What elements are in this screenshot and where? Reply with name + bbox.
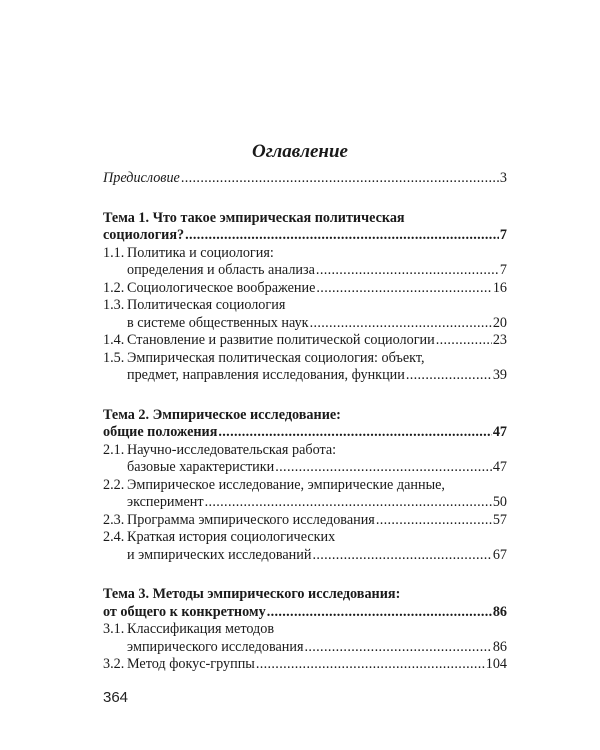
toc-title: Оглавление [252, 141, 348, 162]
toc-theme-title-line: Тема 3. Методы эмпирического исследования: [103, 586, 401, 602]
toc-entry-1-3 [103, 297, 507, 332]
toc-theme-title: общие положения [103, 424, 218, 440]
dot-leader [304, 639, 491, 657]
toc-entry-number: 2.3. [103, 511, 125, 528]
toc-entry-page: 104 [485, 656, 507, 672]
toc-entry-last-line [127, 512, 507, 530]
toc-entry-number: 3.2. [103, 656, 125, 672]
dot-leader [316, 280, 491, 298]
dot-leader [256, 656, 485, 674]
toc-theme-title-line: Тема 2. Эмпирическое исследование: [103, 406, 341, 423]
toc-entry-page: 86 [492, 638, 507, 655]
toc-entry-page: 16 [492, 279, 507, 296]
dot-leader [205, 494, 492, 512]
toc-entry-last-line [103, 227, 507, 245]
toc-entry-label-line: Классификация методов [127, 621, 275, 637]
toc-entry-page: 23 [492, 332, 507, 348]
dot-leader [316, 262, 499, 280]
toc-entry-number: 2.2. [103, 476, 125, 493]
toc-entry-label: Социологическое воображение [127, 279, 316, 296]
toc-entry-body [127, 656, 507, 674]
dot-leader [185, 227, 499, 245]
toc-entry-label: предмет, направления исследования, функции [127, 367, 405, 383]
toc-entry-label: Программа эмпирического исследования [127, 511, 375, 528]
toc-theme-3 [103, 586, 507, 621]
toc-entry-last-line [127, 315, 507, 333]
toc-entry-last-line [127, 547, 507, 565]
toc-entry-body [127, 245, 507, 280]
toc-entry-last-line [127, 262, 507, 280]
toc-entry-last-line [127, 656, 507, 674]
toc-entry-2-4 [103, 529, 507, 564]
toc-theme-1 [103, 210, 507, 245]
toc-entry-last-line [103, 424, 507, 442]
toc-entry-label-line: Научно-исследовательская работа: [127, 441, 337, 458]
toc-entry-number: 1.3. [103, 297, 125, 313]
toc-entry-number: 2.4. [103, 529, 125, 545]
toc-entry-label-line: Эмпирическое исследование, эмпирические данные, [127, 476, 445, 493]
toc-entry-page: 57 [492, 511, 507, 528]
toc-entry-page: 7 [499, 262, 507, 278]
dot-leader [310, 315, 492, 333]
toc-entry-page: 3 [499, 170, 507, 186]
toc-theme-2 [103, 407, 507, 442]
toc-entry-page: 39 [492, 367, 507, 383]
toc-entry-body [127, 280, 507, 298]
toc-entry-body [127, 442, 507, 477]
toc-entry-1-5 [103, 350, 507, 385]
toc-entry-body [127, 297, 507, 332]
toc-entry-last-line [103, 604, 507, 622]
spacer [103, 188, 507, 210]
toc-entry-label: Становление и развитие политической социологии [127, 332, 435, 348]
toc-entry-number: 1.2. [103, 279, 125, 296]
toc-entry-page: 47 [492, 424, 507, 440]
toc-entry-number: 1.5. [103, 349, 125, 366]
dot-leader [406, 367, 492, 385]
toc-entry-1-2 [103, 280, 507, 298]
spacer [103, 385, 507, 407]
toc-entry-body [127, 621, 507, 656]
toc-entry-label-line: Политическая социология [127, 297, 286, 313]
toc-entry-3-1 [103, 621, 507, 656]
toc-entry-body [127, 332, 507, 350]
toc-entry-body [127, 529, 507, 564]
toc-entry-last-line [127, 459, 507, 477]
toc-entry-label: Предисловие [103, 170, 180, 186]
dot-leader [181, 170, 499, 188]
toc-entry-1-1 [103, 245, 507, 280]
dot-leader [218, 424, 491, 442]
toc-entry-body [127, 477, 507, 512]
toc-entry-last-line [127, 332, 507, 350]
toc-entry-body [127, 350, 507, 385]
dot-leader [376, 512, 492, 530]
toc-theme-title: от общего к конкретному [103, 603, 266, 620]
toc-entry-page: 47 [492, 459, 507, 475]
dot-leader [275, 459, 492, 477]
toc-entry-page: 67 [492, 546, 507, 563]
toc-entry-2-1 [103, 442, 507, 477]
dot-leader [312, 547, 491, 565]
toc-entry-page: 86 [492, 603, 507, 620]
toc-entry-number: 1.1. [103, 244, 125, 261]
toc-theme-title: социология? [103, 227, 185, 243]
toc-entry-label-line: Политика и социология: [127, 244, 274, 261]
toc-entry-2-2 [103, 477, 507, 512]
spacer [103, 564, 507, 586]
toc-entry-3-2 [103, 656, 507, 674]
toc-entry-label: в системе общественных наук [127, 314, 309, 331]
toc-entry-label: Метод фокус-группы [127, 656, 255, 672]
table-of-contents [103, 170, 507, 674]
toc-entry-page: 7 [499, 227, 507, 243]
toc-entry-label: базовые характеристики [127, 459, 275, 475]
toc-entry-label-line: Краткая история социологических [127, 529, 336, 545]
toc-entry-2-3 [103, 512, 507, 530]
page-number: 364 [103, 689, 129, 706]
toc-theme-title-line: Тема 1. Что такое эмпирическая политическая [103, 209, 405, 226]
dot-leader [436, 332, 492, 350]
toc-entry-preface [103, 170, 507, 188]
toc-entry-label: эмпирического исследования [127, 638, 304, 655]
toc-entry-number: 2.1. [103, 441, 125, 458]
toc-entry-number: 1.4. [103, 332, 125, 348]
toc-entry-number: 3.1. [103, 621, 125, 637]
toc-entry-label-line: Эмпирическая политическая социология: объект, [127, 349, 425, 366]
toc-entry-label: эксперимент [127, 494, 204, 510]
toc-entry-last-line [127, 280, 507, 298]
toc-entry-page: 20 [492, 314, 507, 331]
toc-entry-1-4 [103, 332, 507, 350]
toc-entry-last-line [127, 639, 507, 657]
toc-entry-last-line [127, 367, 507, 385]
toc-entry-page: 50 [492, 494, 507, 510]
toc-entry-body [127, 512, 507, 530]
toc-entry-label: определения и область анализа [127, 262, 315, 278]
toc-entry-last-line [127, 494, 507, 512]
toc-entry-label: и эмпирических исследований [127, 546, 312, 563]
dot-leader [267, 604, 492, 622]
